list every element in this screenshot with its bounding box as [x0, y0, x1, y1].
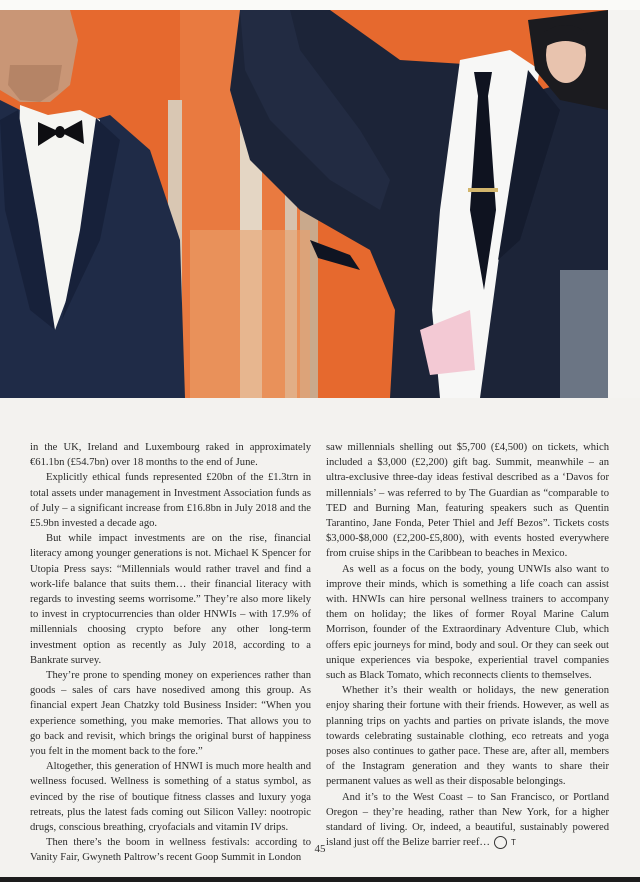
paragraph: in the UK, Ireland and Luxembourg raked in approximately €61.1bn (£54.7bn) over 18 months to the end of June.: [30, 442, 311, 469]
paragraph: Whether it’s their wealth or holidays, the new generation enjoy sharing their fortune with their friends. However, as well as planning trips on yachts and parties on private islands, the move towards celebrating sustainable clothing, eco retreats and yoga poses also continues to gather pace. These are, after all, members of the Instagram generation and they wants to share their permanent values as well as their disposable belongings.: [326, 685, 609, 788]
article-column-left: [30, 440, 311, 866]
paragraph: Altogether, this generation of HNWI is much more health and wellness focused. Wellness is something of a status symbol, as evinced by the rise of boutique fitness classes and luxury yoga retreats, plus the latest fads coming out Silicon Valley: nootropic drugs, conscious breathing, cryofacials and vitamin IV drips.: [30, 761, 311, 834]
paragraph-last: [326, 790, 609, 851]
paragraph: Explicitly ethical funds represented £20bn of the £1.3trn in total assets under management in Investment Association funds as of July – a significant increase from £16.8bn in July 2018 and the £5.9bn invested a decade ago.: [30, 472, 311, 530]
end-mark-icon: T: [494, 836, 507, 849]
article-photo: [0, 10, 608, 398]
paragraph: Then there’s the boom in wellness festivals: according to Vanity Fair, Gwyneth Paltrow’s recent Goop Summit in London: [30, 837, 311, 864]
article-column-right: [326, 440, 609, 850]
paragraph: But while impact investments are on the rise, financial literacy among younger generations is not. Michael K Spencer for Utopia Press says: “Millennials would rather travel and find a work-life balance that suits them… their financial literacy with regards to investing seems worrisome.” They’re also more likely to invest in cryptocurrencies than older HNWIs – with 17.9% of millennials choosing crypto before any other long-term investment option as recently as July 2018, according to a Bankrate survey.: [30, 533, 311, 666]
page-number: 45: [314, 843, 326, 855]
page-edge: [608, 10, 640, 398]
paragraph: They’re prone to spending money on experiences rather than goods – sales of cars have nosedived among this group. As financial expert Jean Chatzky told Business Insider: “When you experience something, you make memories. That allows you to go back and revisit, which brings the original burst of happiness you felt in the moment back to the fore.”: [30, 670, 311, 758]
paragraph-text: And it’s to the West Coast – to San Francisco, or Portland Oregon – they’re heading, rather than New York, for a higher standard of living. Or, indeed, a beautiful, sustainably powered island just off the Belize barrier reef…: [326, 791, 609, 849]
paragraph: saw millennials shelling out $5,700 (£4,500) on tickets, which included a $3,000 (£2,200) gift bag. Summit, meanwhile – an ultra-exclusive three-day ideas festival described as a ‘Davos for millennials’ – was referred to by The Guardian as “comparable to TED and Burning Man, featuring speakers such as Quentin Tarantino, Jane Fonda, Peter Thiel and Jeff Bezos”. Tickets costs $3,000-$8,000 (£2,200-£5,800), with events hosted everywhere from cruise ships in the Caribbean to beaches in Mexico.: [326, 442, 609, 560]
bottom-bar: [0, 877, 640, 882]
top-margin: [0, 0, 640, 10]
paragraph: As well as a focus on the body, young UNWIs also want to improve their minds, which is something a life coach can assist with. HNWIs can hire personal wellness trainers to accompany them on holiday; the likes of former Royal Marine Calum Morrison, founder of the Extraordinary Adventure Club, which offers epic journeys for mind, body and soul. Or they can seek out unique experiences via bespoke, experiential travel companies such as Black Tomato, which reconnects clients to themselves.: [326, 563, 609, 682]
